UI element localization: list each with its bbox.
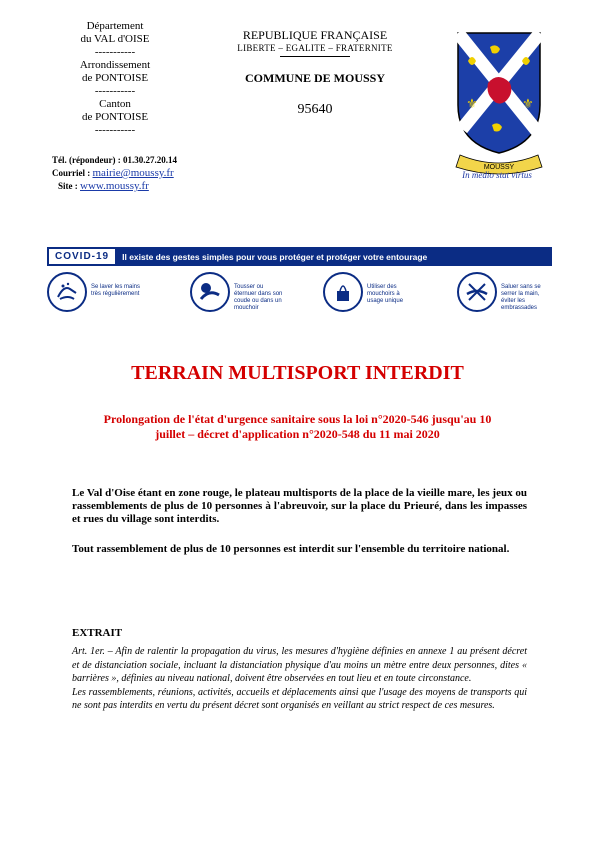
- gesture-item: [323, 272, 417, 312]
- phone-number: Tél. (répondeur) : 01.30.27.20.14: [52, 155, 177, 165]
- admin-line: Département: [86, 20, 144, 32]
- barrier-gestures: [47, 272, 552, 322]
- cough-elbow-icon: [190, 272, 230, 312]
- gesture-text: Saluer sans se serrer la main, éviter les embrassades: [501, 284, 541, 311]
- website-link[interactable]: www.moussy.fr: [80, 180, 149, 192]
- admin-line: du VAL d'OISE: [80, 33, 150, 45]
- extrait-text: [72, 645, 527, 713]
- handwash-icon: [47, 272, 87, 312]
- gesture-item: [190, 272, 284, 312]
- divider: [280, 56, 350, 57]
- coat-motto: In medio stat virtus: [462, 170, 532, 180]
- svg-text:⚜: ⚜: [522, 96, 534, 111]
- contact-block: [52, 154, 177, 193]
- body-paragraph: Le Val d'Oise étant en zone rouge, le plateau multisports de la place de la vieille mare, les jeux ou rassemblements de plus de 10 personnes à l'abreuvoir, sur la place du Prieuré, dans les impasses et rues du village sont interdits.: [72, 487, 527, 525]
- page-subtitle: Prolongation de l'état d'urgence sanitaire sous la loi n°2020-546 jusqu'au 10 juillet – décret d'application n°2020-548 du 11 mai 2020: [103, 412, 492, 441]
- admin-line: -----------: [94, 46, 136, 58]
- republic-title: REPUBLIQUE FRANÇAISE: [242, 28, 388, 42]
- page-title: TERRAIN MULTISPORT INTERDIT: [131, 362, 464, 384]
- republic-motto: LIBERTE – EGALITE – FRATERNITE: [237, 43, 393, 53]
- no-handshake-icon: [457, 272, 497, 312]
- extrait-paragraph: Les rassemblements, réunions, activités, accueils et déplacements ainsi que l'usage des moyens de transports qui ne sont pas interdits en vertu du présent décret sont organisés en veillant au strict respect de ces mesures.: [72, 686, 527, 711]
- gesture-text: Tousser ou éternuer dans son coude ou dans un mouchoir: [234, 284, 283, 311]
- email-link[interactable]: mairie@moussy.fr: [92, 167, 174, 179]
- header-center: [205, 28, 425, 118]
- gesture-item: [457, 272, 551, 312]
- body-paragraph: Tout rassemblement de plus de 10 personnes est interdit sur l'ensemble du territoire national.: [72, 543, 510, 555]
- admin-line: de PONTOISE: [81, 111, 149, 123]
- gesture-text: Utiliser des mouchoirs à usage unique: [367, 284, 404, 304]
- admin-line: -----------: [94, 124, 136, 136]
- covid-banner: [47, 247, 552, 266]
- admin-line: -----------: [94, 85, 136, 97]
- covid-badge: COVID-19: [48, 248, 116, 265]
- commune-name: COMMUNE DE MOUSSY: [245, 71, 385, 85]
- gesture-text: Se laver les mains très régulièrement: [91, 284, 141, 297]
- postal-code: 95640: [297, 102, 333, 117]
- site-label: Site :: [58, 181, 78, 191]
- email-label: Courriel :: [52, 168, 91, 178]
- extrait-label: EXTRAIT: [72, 627, 123, 639]
- coat-of-arms-icon: [448, 25, 548, 185]
- admin-line: Arrondissement: [79, 59, 151, 71]
- coat-banner-text: MOUSSY: [483, 164, 515, 171]
- admin-block: [40, 20, 190, 137]
- gesture-item: [47, 272, 141, 312]
- tissue-icon: [323, 272, 363, 312]
- extrait-paragraph: Art. 1er. – Afin de ralentir la propagation du virus, les mesures d'hygiène définies en annexe 1 au présent décret et de distanciation sociale, incluant la distanciation physique d'au moins un mètre entre deux personnes, dites « barrières », définies au niveau national, doivent être observées en tout lieu et en toute circonstance.: [72, 646, 527, 684]
- svg-text:⚜: ⚜: [466, 96, 478, 111]
- admin-line: Canton: [99, 98, 131, 110]
- admin-line: de PONTOISE: [81, 72, 149, 84]
- covid-message: Il existe des gestes simples pour vous protéger et protéger votre entourage: [122, 251, 428, 262]
